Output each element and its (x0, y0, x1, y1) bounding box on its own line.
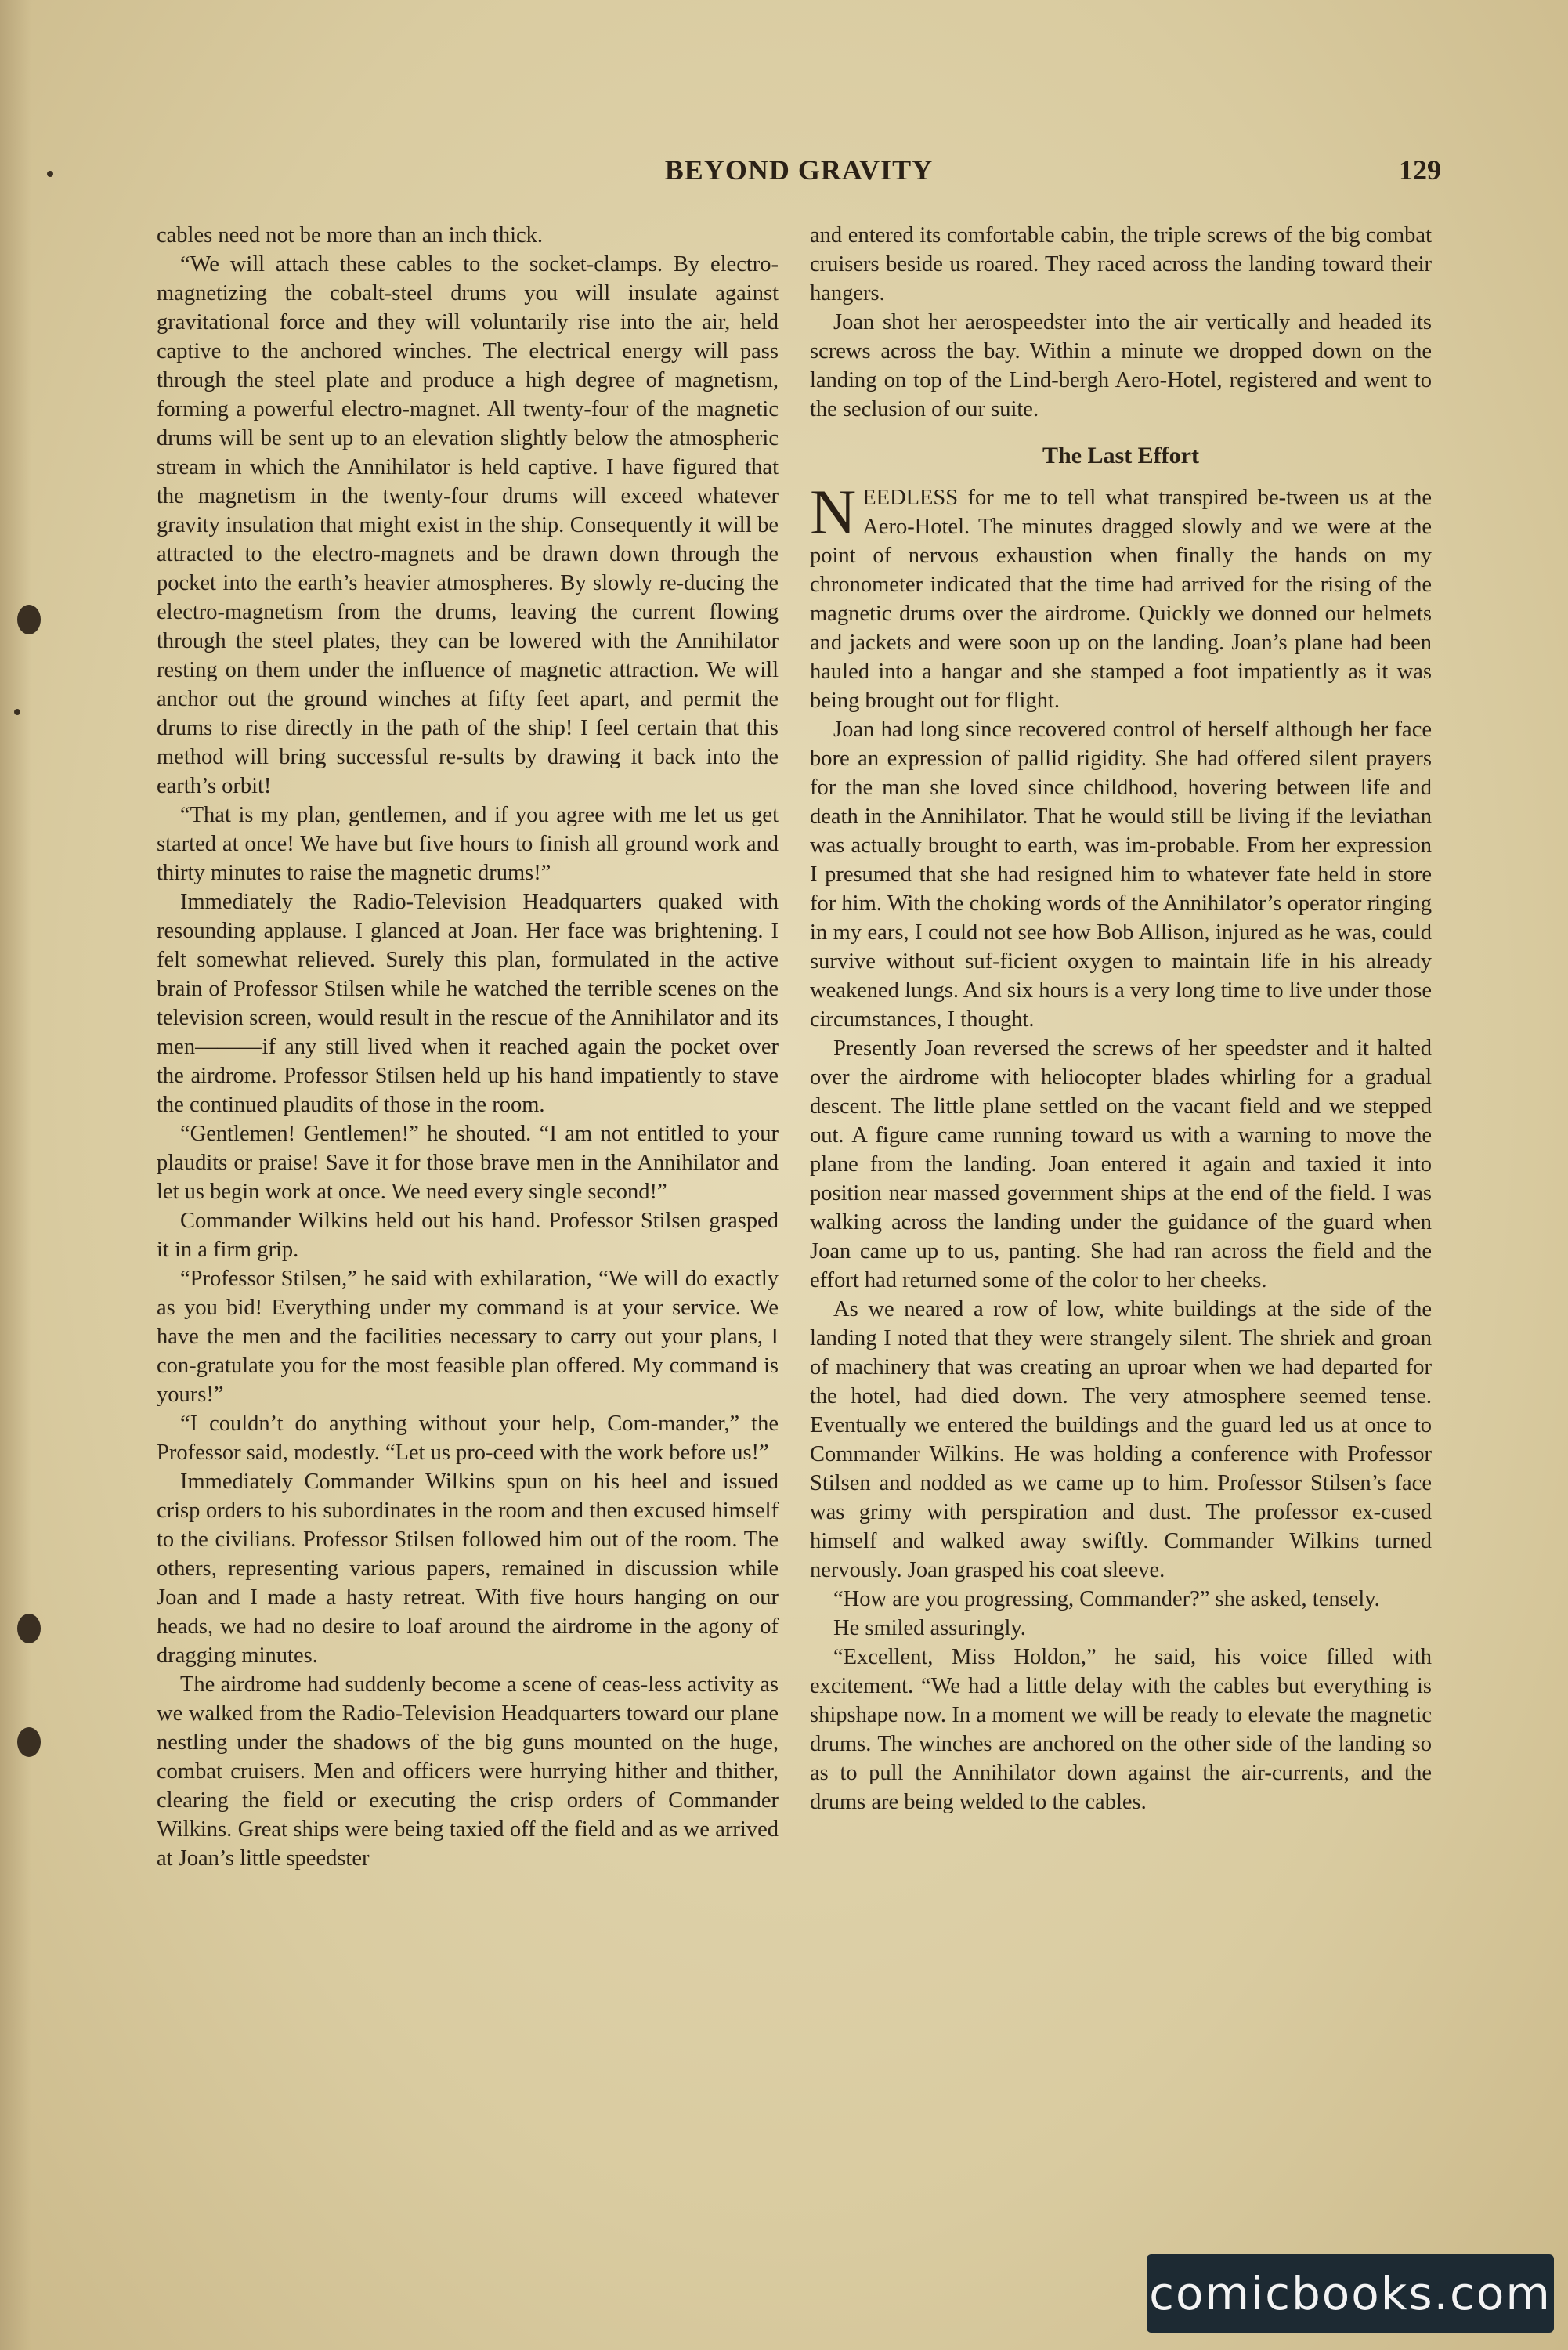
section-heading: The Last Effort (1042, 443, 1199, 468)
paragraph: “I couldn’t do anything without your help, Com-mander,” the Professor said, modestly. “Let us pro-ceed with the work before us!” (157, 1412, 779, 1465)
left-column (157, 221, 779, 1873)
binding-hole (17, 605, 41, 634)
binding-hole (17, 1727, 41, 1757)
paragraph: He smiled assuringly. (833, 1616, 1026, 1640)
paragraph: The airdrome had suddenly become a scene of ceas-less activity as we walked from the Radio-Television Headquarters toward our plane nestling under the shadows of the big guns mounted on the huge, combat cruisers. Men and officers were hurrying hither and thither, clearing the field or executing the crisp orders of Commander Wilkins. Great ships were being taxied off the field and as we arrived at Joan’s little speedster (157, 1672, 779, 1871)
paragraph: “That is my plan, gentlemen, and if you agree with me let us get started at once! We have but five hours to finish all ground work and thirty minutes to raise the magnetic drums!” (157, 803, 779, 885)
paragraph: Immediately Commander Wilkins spun on his heel and issued crisp orders to his subordinates in the room and then excused himself to the civilians. Professor Stilsen followed him out of the room. The others, representing various papers, remained in discussion while Joan and I made a hasty retreat. With five hours hanging on our heads, we had no desire to loaf around the airdrome in the agony of dragging minutes. (157, 1470, 779, 1668)
paragraph: “Gentlemen! Gentlemen!” he shouted. “I am not entitled to your plaudits or praise! Save it for those brave men in the Annihilator and let us begin work at once. We need every single second!” (157, 1122, 779, 1204)
paragraph: “Excellent, Miss Holdon,” he said, his voice filled with excitement. “We had a little delay with the cables but everything is shipshape now. In a moment we will be ready to elevate the magnetic drums. The winches are anchored on the other side of the landing so as to pull the Annihilator down against the air-currents, and the drums are being welded to the cables. (810, 1645, 1432, 1814)
running-head: BEYOND GRAVITY (664, 154, 934, 186)
dropcap-paragraph (810, 476, 1432, 715)
binding-mark (14, 709, 20, 715)
page-number: 129 (1399, 154, 1441, 186)
dropcap-paragraph-text: EEDLESS for me to tell what transpired be-tween us at the Aero-Hotel. The minutes dragged slowly and we were at the point of nervous exhaustion when finally the hands on my chronometer indicated that the time had arrived for the rising of the magnetic drums over the airdrome. Quickly we donned our helmets and jackets and were soon up on the landing. Joan’s plane had been hauled into a hangar and she stamped a foot impatiently as it was being brought out for flight. (810, 486, 1432, 713)
paragraph: Joan shot her aerospeedster into the air vertically and headed its screws across the bay. Within a minute we dropped down on the landing on top of the Lind-bergh Aero-Hotel, registered and went to the seclusion of our suite. (810, 310, 1432, 421)
paragraph: “We will attach these cables to the socket-clamps. By electro-magnetizing the cobalt-steel drums you will insulate against gravitational force and they will voluntarily rise into the air, held captive to the anchored winches. The electrical energy will pass through the steel plate and produce a high degree of magnetism, forming a powerful electro-magnet. All twenty-four of the magnetic drums will be sent up to an elevation slightly below the atmospheric stream in which the Annihilator is held captive. I have figured that the magnetism in the twenty-four drums will exceed whatever gravity insulation that might exist in the ship. Consequently it will be attracted to the electro-magnets and be drawn down through the pocket into the earth’s heavier atmospheres. By slowly re-ducing the electro-magnetism from the drums, leaving the current flowing through the steel plates, they can be lowered with the Annihilator resting on them under the influence of magnetic attraction. We will anchor out the ground winches at fifty feet apart, and permit the drums to rise directly in the path of the ship! I feel certain that this method will bring successful re-sults by drawing it back into the earth’s orbit! (157, 252, 779, 798)
paragraph: Presently Joan reversed the screws of her speedster and it halted over the airdrome with heliocopter blades whirling for a gradual descent. The little plane settled on the vacant field and we stepped out. A figure came running toward us with a warning to move the plane from the landing. Joan entered it again and taxied it into position near massed government ships at the end of the field. I was walking across the landing under the guidance of the guard when Joan came up to us, panting. She had ran across the field and the effort had returned some of the color to her cheeks. (810, 1036, 1432, 1292)
paragraph: “How are you progressing, Commander?” she asked, tensely. (833, 1587, 1380, 1611)
paragraph: Joan had long since recovered control of herself although her face bore an expression of pallid rigidity. She had offered silent prayers for the man she loved since childhood, hovering between life and death in the Annihilator. That he would still be living if the leviathan was actually brought to earth, was im-probable. From her expression I presumed that she had resigned him to whatever fate held in store for him. With the choking words of the Annihilator’s operator ringing in my ears, I could not see how Bob Allison, injured as he was, could survive without suf-ficient oxygen to maintain life in his already weakened lungs. And six hours is a very long time to live under those circumstances, I thought. (810, 718, 1432, 1032)
watermark-text: comicbooks.com (1149, 2267, 1552, 2320)
paragraph: As we neared a row of low, white buildings at the side of the landing I noted that they were strangely silent. The shriek and groan of machinery that was creating an uproar when we had departed for the hotel, had died down. The very atmosphere seemed tense. Eventually we entered the buildings and the guard led us at once to Commander Wilkins. He was holding a conference with Professor Stilsen and nodded as we came up to him. Professor Stilsen’s face was grimy with perspiration and dust. The professor ex-cused himself and walked away swiftly. Commander Wilkins turned nervously. Joan grasped his coat sleeve. (810, 1297, 1432, 1582)
right-column (810, 221, 1432, 1817)
binding-hole (17, 1614, 41, 1643)
page-header (157, 147, 1441, 194)
paragraph: cables need not be more than an inch thick. (157, 223, 544, 248)
watermark-badge (1147, 2254, 1554, 2333)
page-edge-shadow (0, 0, 31, 2350)
paragraph: and entered its comfortable cabin, the triple screws of the big combat cruisers beside us roared. They raced across the landing toward their hangers. (810, 223, 1432, 306)
paragraph: Immediately the Radio-Television Headquarters quaked with resounding applause. I glanced at Joan. Her face was brightening. I felt somewhat relieved. Surely this plan, formulated in the active brain of Professor Stilsen while he watched the terrible scenes on the television screen, would result in the rescue of the Annihilator and its men———if any still lived when it reached again the pocket over the airdrome. Professor Stilsen held up his hand impatiently to stave the continued plaudits of those in the room. (157, 890, 779, 1117)
drop-cap: N (810, 476, 857, 548)
binding-mark (47, 171, 53, 177)
paragraph: “Professor Stilsen,” he said with exhilaration, “We will do exactly as you bid! Everything under my command is at your service. We have the men and the facilities necessary to carry out your plans, I con-gratulate you for the most feasible plan offered. My command is yours!” (157, 1267, 779, 1407)
paragraph: Commander Wilkins held out his hand. Professor Stilsen grasped it in a firm grip. (157, 1209, 779, 1262)
